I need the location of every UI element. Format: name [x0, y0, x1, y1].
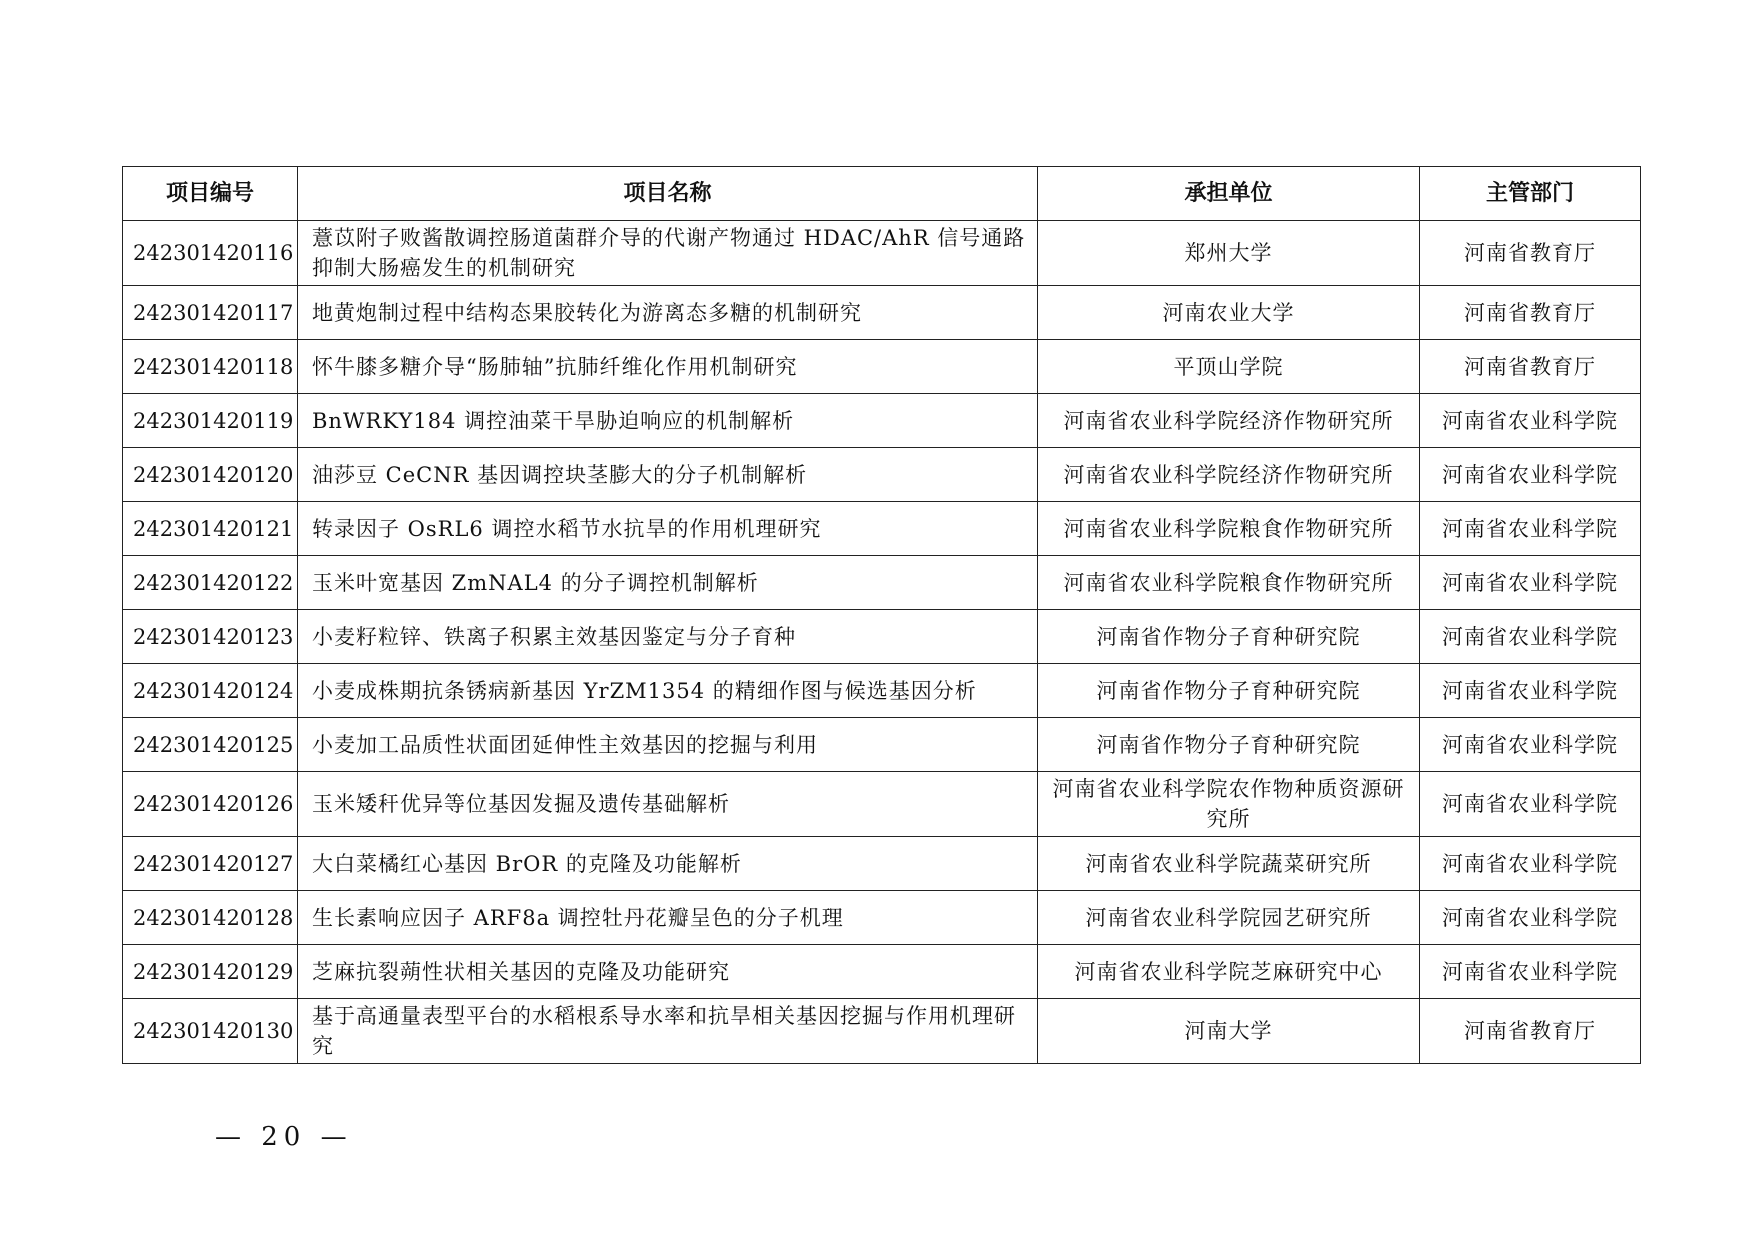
header-supervising-dept: 主管部门 — [1420, 167, 1641, 221]
supervising-dept: 河南省农业科学院 — [1420, 772, 1641, 837]
supervising-dept: 河南省农业科学院 — [1420, 448, 1641, 502]
table-row — [123, 945, 1641, 999]
table-row — [123, 772, 1641, 837]
project-name: 基于高通量表型平台的水稻根系导水率和抗旱相关基因挖掘与作用机理研究 — [298, 999, 1038, 1064]
project-name: 大白菜橘红心基因 BrOR 的克隆及功能解析 — [298, 837, 1038, 891]
project-name: 芝麻抗裂蒴性状相关基因的克隆及功能研究 — [298, 945, 1038, 999]
page-number: — 20 — — [215, 1122, 353, 1152]
undertaking-unit: 平顶山学院 — [1038, 340, 1420, 394]
supervising-dept: 河南省农业科学院 — [1420, 945, 1641, 999]
table-row — [123, 556, 1641, 610]
project-name: 地黄炮制过程中结构态果胶转化为游离态多糖的机制研究 — [298, 286, 1038, 340]
table-row — [123, 837, 1641, 891]
header-project-code: 项目编号 — [123, 167, 298, 221]
project-name: 怀牛膝多糖介导“肠肺轴”抗肺纤维化作用机制研究 — [298, 340, 1038, 394]
undertaking-unit: 河南省作物分子育种研究院 — [1038, 718, 1420, 772]
table-row — [123, 340, 1641, 394]
undertaking-unit: 河南省作物分子育种研究院 — [1038, 664, 1420, 718]
header-project-name: 项目名称 — [298, 167, 1038, 221]
supervising-dept: 河南省农业科学院 — [1420, 610, 1641, 664]
undertaking-unit: 郑州大学 — [1038, 221, 1420, 286]
table-header-row — [123, 167, 1641, 221]
undertaking-unit: 河南省农业科学院粮食作物研究所 — [1038, 556, 1420, 610]
table-row — [123, 718, 1641, 772]
table-row — [123, 221, 1641, 286]
supervising-dept: 河南省农业科学院 — [1420, 837, 1641, 891]
project-code: 242301420125 — [123, 718, 298, 772]
undertaking-unit: 河南省农业科学院芝麻研究中心 — [1038, 945, 1420, 999]
header-undertaking-unit: 承担单位 — [1038, 167, 1420, 221]
undertaking-unit: 河南省农业科学院农作物种质资源研究所 — [1038, 772, 1420, 837]
project-name: BnWRKY184 调控油菜干旱胁迫响应的机制解析 — [298, 394, 1038, 448]
supervising-dept: 河南省农业科学院 — [1420, 502, 1641, 556]
project-code: 242301420128 — [123, 891, 298, 945]
project-name: 转录因子 OsRL6 调控水稻节水抗旱的作用机理研究 — [298, 502, 1038, 556]
undertaking-unit: 河南省农业科学院蔬菜研究所 — [1038, 837, 1420, 891]
supervising-dept: 河南省农业科学院 — [1420, 891, 1641, 945]
supervising-dept: 河南省教育厅 — [1420, 340, 1641, 394]
supervising-dept: 河南省农业科学院 — [1420, 718, 1641, 772]
project-code: 242301420130 — [123, 999, 298, 1064]
project-code: 242301420126 — [123, 772, 298, 837]
project-table — [122, 166, 1641, 1064]
project-name: 玉米矮秆优异等位基因发掘及遗传基础解析 — [298, 772, 1038, 837]
supervising-dept: 河南省农业科学院 — [1420, 664, 1641, 718]
table-row — [123, 610, 1641, 664]
project-code: 242301420129 — [123, 945, 298, 999]
undertaking-unit: 河南农业大学 — [1038, 286, 1420, 340]
project-code: 242301420118 — [123, 340, 298, 394]
project-name: 小麦加工品质性状面团延伸性主效基因的挖掘与利用 — [298, 718, 1038, 772]
supervising-dept: 河南省教育厅 — [1420, 221, 1641, 286]
undertaking-unit: 河南大学 — [1038, 999, 1420, 1064]
table-row — [123, 664, 1641, 718]
project-name: 小麦成株期抗条锈病新基因 YrZM1354 的精细作图与候选基因分析 — [298, 664, 1038, 718]
project-name: 油莎豆 CeCNR 基因调控块茎膨大的分子机制解析 — [298, 448, 1038, 502]
table-row — [123, 502, 1641, 556]
supervising-dept: 河南省教育厅 — [1420, 999, 1641, 1064]
table-row — [123, 394, 1641, 448]
project-name: 小麦籽粒锌、铁离子积累主效基因鉴定与分子育种 — [298, 610, 1038, 664]
table-row — [123, 286, 1641, 340]
supervising-dept: 河南省教育厅 — [1420, 286, 1641, 340]
project-name: 生长素响应因子 ARF8a 调控牡丹花瓣呈色的分子机理 — [298, 891, 1038, 945]
undertaking-unit: 河南省农业科学院经济作物研究所 — [1038, 394, 1420, 448]
project-code: 242301420122 — [123, 556, 298, 610]
project-code: 242301420119 — [123, 394, 298, 448]
project-code: 242301420121 — [123, 502, 298, 556]
project-code: 242301420117 — [123, 286, 298, 340]
project-code: 242301420116 — [123, 221, 298, 286]
table-row — [123, 891, 1641, 945]
project-code: 242301420124 — [123, 664, 298, 718]
supervising-dept: 河南省农业科学院 — [1420, 556, 1641, 610]
undertaking-unit: 河南省农业科学院经济作物研究所 — [1038, 448, 1420, 502]
undertaking-unit: 河南省农业科学院园艺研究所 — [1038, 891, 1420, 945]
project-name: 薏苡附子败酱散调控肠道菌群介导的代谢产物通过 HDAC/AhR 信号通路抑制大肠癌发生的机制研究 — [298, 221, 1038, 286]
table-row — [123, 448, 1641, 502]
project-code: 242301420120 — [123, 448, 298, 502]
project-code: 242301420123 — [123, 610, 298, 664]
undertaking-unit: 河南省农业科学院粮食作物研究所 — [1038, 502, 1420, 556]
undertaking-unit: 河南省作物分子育种研究院 — [1038, 610, 1420, 664]
project-name: 玉米叶宽基因 ZmNAL4 的分子调控机制解析 — [298, 556, 1038, 610]
table-row — [123, 999, 1641, 1064]
project-code: 242301420127 — [123, 837, 298, 891]
supervising-dept: 河南省农业科学院 — [1420, 394, 1641, 448]
